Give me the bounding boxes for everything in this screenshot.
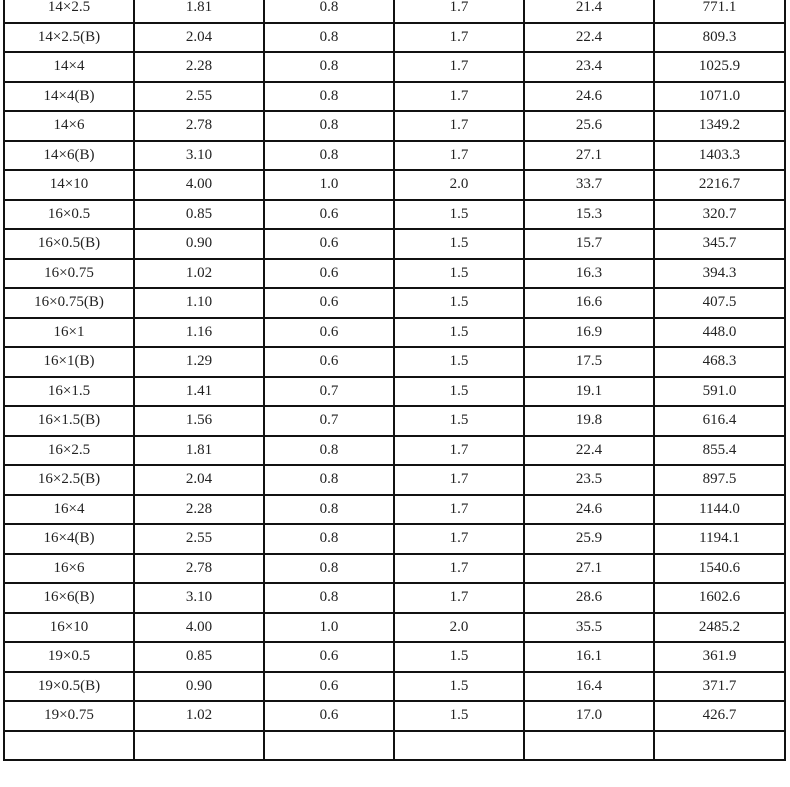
outer-diameter-cell: 23.4 (524, 52, 654, 82)
conductor-diameter-cell (134, 731, 264, 761)
outer-diameter-cell: 16.3 (524, 259, 654, 289)
sheath-thickness-cell: 1.7 (394, 465, 524, 495)
conductor-diameter-cell: 2.78 (134, 554, 264, 584)
conductor-diameter-cell: 3.10 (134, 583, 264, 613)
spec-cell: 16×6(B) (4, 583, 134, 613)
outer-diameter-cell: 22.4 (524, 23, 654, 53)
conductor-diameter-cell: 0.90 (134, 672, 264, 702)
weight-cell: 394.3 (654, 259, 785, 289)
weight-cell: 345.7 (654, 229, 785, 259)
insulation-thickness-cell: 0.7 (264, 377, 394, 407)
insulation-thickness-cell: 0.8 (264, 436, 394, 466)
conductor-diameter-cell: 0.85 (134, 642, 264, 672)
insulation-thickness-cell: 0.8 (264, 52, 394, 82)
spec-cell: 14×4(B) (4, 82, 134, 112)
weight-cell (654, 731, 785, 761)
weight-cell: 1602.6 (654, 583, 785, 613)
sheath-thickness-cell: 1.7 (394, 52, 524, 82)
spec-cell: 14×6(B) (4, 141, 134, 171)
weight-cell: 1144.0 (654, 495, 785, 525)
insulation-thickness-cell: 0.8 (264, 495, 394, 525)
spec-cell: 14×10 (4, 170, 134, 200)
conductor-diameter-cell: 1.41 (134, 377, 264, 407)
insulation-thickness-cell: 0.8 (264, 82, 394, 112)
outer-diameter-cell: 16.6 (524, 288, 654, 318)
outer-diameter-cell: 24.6 (524, 495, 654, 525)
outer-diameter-cell (524, 731, 654, 761)
spec-cell: 16×1(B) (4, 347, 134, 377)
spec-table-container (3, 0, 784, 761)
weight-cell: 809.3 (654, 23, 785, 53)
insulation-thickness-cell: 0.8 (264, 583, 394, 613)
outer-diameter-cell: 15.3 (524, 200, 654, 230)
sheath-thickness-cell: 1.7 (394, 141, 524, 171)
sheath-thickness-cell: 1.5 (394, 642, 524, 672)
sheath-thickness-cell: 1.7 (394, 495, 524, 525)
spec-cell: 19×0.75 (4, 701, 134, 731)
insulation-thickness-cell: 1.0 (264, 170, 394, 200)
table-row (4, 141, 785, 171)
weight-cell: 771.1 (654, 0, 785, 23)
outer-diameter-cell: 24.6 (524, 82, 654, 112)
spec-cell: 16×2.5(B) (4, 465, 134, 495)
conductor-diameter-cell: 3.10 (134, 141, 264, 171)
table-row (4, 318, 785, 348)
spec-cell: 16×4(B) (4, 524, 134, 554)
cable-spec-table (3, 0, 786, 761)
spec-cell: 16×10 (4, 613, 134, 643)
outer-diameter-cell: 35.5 (524, 613, 654, 643)
conductor-diameter-cell: 1.29 (134, 347, 264, 377)
sheath-thickness-cell: 2.0 (394, 613, 524, 643)
outer-diameter-cell: 15.7 (524, 229, 654, 259)
sheath-thickness-cell: 1.7 (394, 524, 524, 554)
spec-cell: 16×4 (4, 495, 134, 525)
sheath-thickness-cell: 1.7 (394, 554, 524, 584)
sheath-thickness-cell: 1.5 (394, 259, 524, 289)
weight-cell: 426.7 (654, 701, 785, 731)
conductor-diameter-cell: 2.55 (134, 524, 264, 554)
table-row (4, 347, 785, 377)
conductor-diameter-cell: 1.02 (134, 259, 264, 289)
conductor-diameter-cell: 4.00 (134, 613, 264, 643)
weight-cell: 1071.0 (654, 82, 785, 112)
weight-cell: 371.7 (654, 672, 785, 702)
insulation-thickness-cell: 0.6 (264, 347, 394, 377)
table-row (4, 170, 785, 200)
spec-cell: 16×1 (4, 318, 134, 348)
table-row (4, 52, 785, 82)
conductor-diameter-cell: 1.16 (134, 318, 264, 348)
table-row (4, 200, 785, 230)
table-row (4, 554, 785, 584)
outer-diameter-cell: 23.5 (524, 465, 654, 495)
table-row (4, 82, 785, 112)
sheath-thickness-cell: 1.5 (394, 377, 524, 407)
weight-cell: 855.4 (654, 436, 785, 466)
insulation-thickness-cell: 0.8 (264, 0, 394, 23)
spec-cell: 19×0.5 (4, 642, 134, 672)
weight-cell: 1540.6 (654, 554, 785, 584)
conductor-diameter-cell: 1.10 (134, 288, 264, 318)
spec-cell: 16×2.5 (4, 436, 134, 466)
insulation-thickness-cell: 0.8 (264, 524, 394, 554)
outer-diameter-cell: 21.4 (524, 0, 654, 23)
sheath-thickness-cell (394, 731, 524, 761)
table-row (4, 259, 785, 289)
conductor-diameter-cell: 2.55 (134, 82, 264, 112)
table-row (4, 23, 785, 53)
insulation-thickness-cell: 0.8 (264, 554, 394, 584)
sheath-thickness-cell: 1.7 (394, 111, 524, 141)
table-row (4, 288, 785, 318)
outer-diameter-cell: 19.8 (524, 406, 654, 436)
conductor-diameter-cell: 0.85 (134, 200, 264, 230)
insulation-thickness-cell: 0.6 (264, 318, 394, 348)
table-row (4, 701, 785, 731)
weight-cell: 616.4 (654, 406, 785, 436)
spec-cell: 16×1.5 (4, 377, 134, 407)
table-row (4, 229, 785, 259)
sheath-thickness-cell: 1.7 (394, 23, 524, 53)
sheath-thickness-cell: 1.5 (394, 200, 524, 230)
table-row (4, 377, 785, 407)
sheath-thickness-cell: 1.5 (394, 318, 524, 348)
insulation-thickness-cell: 0.6 (264, 229, 394, 259)
outer-diameter-cell: 19.1 (524, 377, 654, 407)
weight-cell: 320.7 (654, 200, 785, 230)
spec-cell: 14×4 (4, 52, 134, 82)
table-row (4, 583, 785, 613)
insulation-thickness-cell: 1.0 (264, 613, 394, 643)
outer-diameter-cell: 17.5 (524, 347, 654, 377)
outer-diameter-cell: 17.0 (524, 701, 654, 731)
outer-diameter-cell: 25.6 (524, 111, 654, 141)
outer-diameter-cell: 16.9 (524, 318, 654, 348)
outer-diameter-cell: 33.7 (524, 170, 654, 200)
outer-diameter-cell: 28.6 (524, 583, 654, 613)
table-row (4, 495, 785, 525)
insulation-thickness-cell: 0.6 (264, 642, 394, 672)
spec-cell: 16×1.5(B) (4, 406, 134, 436)
insulation-thickness-cell: 0.6 (264, 672, 394, 702)
spec-cell: 14×2.5 (4, 0, 134, 23)
table-row (4, 436, 785, 466)
conductor-diameter-cell: 2.28 (134, 52, 264, 82)
outer-diameter-cell: 16.1 (524, 642, 654, 672)
sheath-thickness-cell: 1.7 (394, 436, 524, 466)
spec-cell: 16×0.5(B) (4, 229, 134, 259)
table-row (4, 613, 785, 643)
conductor-diameter-cell: 1.02 (134, 701, 264, 731)
conductor-diameter-cell: 0.90 (134, 229, 264, 259)
conductor-diameter-cell: 2.04 (134, 465, 264, 495)
outer-diameter-cell: 27.1 (524, 554, 654, 584)
insulation-thickness-cell: 0.8 (264, 465, 394, 495)
outer-diameter-cell: 25.9 (524, 524, 654, 554)
outer-diameter-cell: 16.4 (524, 672, 654, 702)
insulation-thickness-cell: 0.7 (264, 406, 394, 436)
weight-cell: 591.0 (654, 377, 785, 407)
conductor-diameter-cell: 4.00 (134, 170, 264, 200)
weight-cell: 1194.1 (654, 524, 785, 554)
table-body (4, 0, 785, 760)
conductor-diameter-cell: 2.04 (134, 23, 264, 53)
outer-diameter-cell: 27.1 (524, 141, 654, 171)
table-row (4, 465, 785, 495)
insulation-thickness-cell: 0.8 (264, 111, 394, 141)
spec-cell: 14×2.5(B) (4, 23, 134, 53)
spec-cell: 16×0.5 (4, 200, 134, 230)
insulation-thickness-cell: 0.6 (264, 288, 394, 318)
spec-cell: 16×0.75(B) (4, 288, 134, 318)
weight-cell: 2485.2 (654, 613, 785, 643)
outer-diameter-cell: 22.4 (524, 436, 654, 466)
weight-cell: 1349.2 (654, 111, 785, 141)
weight-cell: 2216.7 (654, 170, 785, 200)
insulation-thickness-cell: 0.8 (264, 141, 394, 171)
conductor-diameter-cell: 1.81 (134, 0, 264, 23)
conductor-diameter-cell: 1.56 (134, 406, 264, 436)
weight-cell: 361.9 (654, 642, 785, 672)
insulation-thickness-cell (264, 731, 394, 761)
sheath-thickness-cell: 2.0 (394, 170, 524, 200)
weight-cell: 1025.9 (654, 52, 785, 82)
insulation-thickness-cell: 0.8 (264, 23, 394, 53)
conductor-diameter-cell: 2.78 (134, 111, 264, 141)
spec-cell: 16×0.75 (4, 259, 134, 289)
weight-cell: 407.5 (654, 288, 785, 318)
weight-cell: 468.3 (654, 347, 785, 377)
conductor-diameter-cell: 2.28 (134, 495, 264, 525)
sheath-thickness-cell: 1.5 (394, 672, 524, 702)
spec-cell: 19×0.5(B) (4, 672, 134, 702)
sheath-thickness-cell: 1.5 (394, 406, 524, 436)
sheath-thickness-cell: 1.7 (394, 583, 524, 613)
weight-cell: 448.0 (654, 318, 785, 348)
insulation-thickness-cell: 0.6 (264, 200, 394, 230)
insulation-thickness-cell: 0.6 (264, 701, 394, 731)
sheath-thickness-cell: 1.7 (394, 82, 524, 112)
sheath-thickness-cell: 1.7 (394, 0, 524, 23)
table-row (4, 406, 785, 436)
table-row (4, 111, 785, 141)
sheath-thickness-cell: 1.5 (394, 288, 524, 318)
conductor-diameter-cell: 1.81 (134, 436, 264, 466)
sheath-thickness-cell: 1.5 (394, 701, 524, 731)
spec-cell: 16×6 (4, 554, 134, 584)
weight-cell: 1403.3 (654, 141, 785, 171)
spec-cell: 14×6 (4, 111, 134, 141)
table-row (4, 524, 785, 554)
sheath-thickness-cell: 1.5 (394, 229, 524, 259)
table-row (4, 0, 785, 23)
table-row (4, 642, 785, 672)
insulation-thickness-cell: 0.6 (264, 259, 394, 289)
table-row (4, 672, 785, 702)
weight-cell: 897.5 (654, 465, 785, 495)
sheath-thickness-cell: 1.5 (394, 347, 524, 377)
table-row (4, 731, 785, 761)
spec-cell (4, 731, 134, 761)
